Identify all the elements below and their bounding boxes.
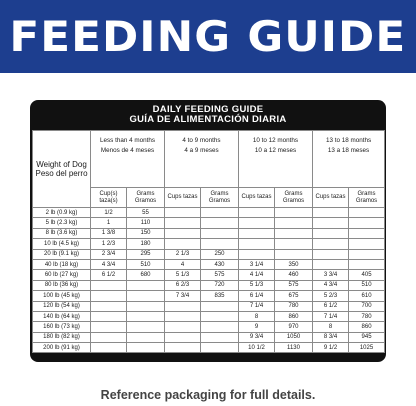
table-cell: 180: [127, 239, 165, 249]
table-cell: 1 2/3: [91, 239, 127, 249]
age-group-es: 4 a 9 meses: [184, 147, 219, 155]
table-cell: [275, 228, 313, 238]
feeding-table: [32, 130, 385, 353]
table-cell: [91, 301, 127, 311]
table-cell: [239, 228, 275, 238]
table-cell: [275, 239, 313, 249]
weight-cell: 10 lb (4.5 kg): [33, 239, 91, 249]
table-cell: 2 1/3: [165, 249, 201, 259]
table-cell: 7 1/4: [313, 311, 349, 321]
table-cell: [165, 228, 201, 238]
table-cell: [127, 291, 165, 301]
table-cell: 720: [201, 280, 239, 290]
table-cell: 3 1/4: [239, 259, 275, 269]
table-cell: [313, 218, 349, 228]
table-cell: 700: [349, 301, 385, 311]
weight-cell: 5 lb (2.3 kg): [33, 218, 91, 228]
table-cell: 250: [201, 249, 239, 259]
table-cell: 5 1/3: [239, 280, 275, 290]
table-cell: [239, 208, 275, 218]
table-cell: 1 3/8: [91, 228, 127, 238]
table-cell: [127, 332, 165, 342]
age-group-header: [313, 131, 385, 188]
table-cell: [349, 208, 385, 218]
table-cell: [127, 301, 165, 311]
table-cell: [313, 239, 349, 249]
table-cell: 460: [275, 270, 313, 280]
table-row: [33, 280, 385, 290]
table-cell: 3 3/4: [313, 270, 349, 280]
table-cell: [127, 280, 165, 290]
card-title: [30, 100, 386, 130]
table-cell: [91, 280, 127, 290]
age-group-en: 4 to 9 months: [182, 137, 221, 144]
table-row: [33, 208, 385, 218]
age-group-en: Less than 4 months: [100, 137, 155, 144]
table-cell: [127, 343, 165, 353]
table-cell: 9 3/4: [239, 332, 275, 342]
column-header: Grams Gramos: [275, 188, 313, 208]
table-cell: [165, 322, 201, 332]
table-cell: 675: [275, 291, 313, 301]
table-cell: [201, 322, 239, 332]
table-cell: [201, 332, 239, 342]
table-row: [33, 311, 385, 321]
weight-cell: 2 lb (0.9 kg): [33, 208, 91, 218]
column-header: Cups tazas: [313, 188, 349, 208]
age-group-header: [239, 131, 313, 188]
table-cell: [201, 228, 239, 238]
table-cell: 10 1/2: [239, 343, 275, 353]
table-row: [33, 291, 385, 301]
header-banner: [0, 0, 416, 73]
table-cell: 1130: [275, 343, 313, 353]
table-cell: [313, 208, 349, 218]
table-cell: 860: [349, 322, 385, 332]
table-cell: 55: [127, 208, 165, 218]
table-cell: [91, 291, 127, 301]
age-group-en: 13 to 18 months: [325, 137, 372, 144]
age-group-es: 13 a 18 meses: [327, 147, 370, 155]
table-cell: [349, 239, 385, 249]
column-header: Cups tazas: [165, 188, 201, 208]
table-cell: 680: [127, 270, 165, 280]
weight-cell: 200 lb (91 kg): [33, 343, 91, 353]
table-cell: [201, 208, 239, 218]
table-cell: 7 1/4: [239, 301, 275, 311]
table-cell: 780: [275, 301, 313, 311]
table-cell: 1/2: [91, 208, 127, 218]
table-cell: [313, 259, 349, 269]
table-row: [33, 249, 385, 259]
table-cell: [201, 239, 239, 249]
table-cell: 6 2/3: [165, 280, 201, 290]
weight-cell: 80 lb (36 kg): [33, 280, 91, 290]
table-cell: 510: [349, 280, 385, 290]
table-row: [33, 239, 385, 249]
table-cell: [165, 332, 201, 342]
table-cell: 4 1/4: [239, 270, 275, 280]
table-cell: 780: [349, 311, 385, 321]
weight-header: Weight of Dog Peso del perro: [33, 131, 91, 208]
table-row: [33, 259, 385, 269]
table-cell: 510: [127, 259, 165, 269]
table-cell: 835: [201, 291, 239, 301]
age-group-header: [165, 131, 239, 188]
table-cell: 6 1/4: [239, 291, 275, 301]
table-cell: [201, 218, 239, 228]
table-cell: 2 3/4: [91, 249, 127, 259]
table-cell: [91, 311, 127, 321]
table-cell: 9: [239, 322, 275, 332]
table-row: [33, 270, 385, 280]
table-cell: 970: [275, 322, 313, 332]
table-cell: 4 3/4: [313, 280, 349, 290]
table-cell: [349, 259, 385, 269]
column-header: Grams Gramos: [201, 188, 239, 208]
table-cell: [165, 208, 201, 218]
table-cell: 860: [275, 311, 313, 321]
table-cell: 1050: [275, 332, 313, 342]
table-cell: [349, 228, 385, 238]
table-cell: [91, 343, 127, 353]
table-cell: 4: [165, 259, 201, 269]
table-cell: 405: [349, 270, 385, 280]
table-cell: 945: [349, 332, 385, 342]
table-cell: [275, 218, 313, 228]
weight-cell: 20 lb (9.1 kg): [33, 249, 91, 259]
age-group-es: 10 a 12 meses: [254, 147, 297, 155]
table-cell: [239, 239, 275, 249]
table-row: [33, 218, 385, 228]
table-cell: 5 1/3: [165, 270, 201, 280]
page-title: FEEDING GUIDE: [9, 12, 407, 61]
table-row: [33, 301, 385, 311]
table-cell: [201, 343, 239, 353]
table-cell: 575: [275, 280, 313, 290]
table-cell: 8 3/4: [313, 332, 349, 342]
table-cell: 350: [275, 259, 313, 269]
table-cell: [165, 311, 201, 321]
table-cell: [127, 311, 165, 321]
table-cell: 8: [239, 311, 275, 321]
column-header: Cups tazas: [239, 188, 275, 208]
table-cell: 4 3/4: [91, 259, 127, 269]
weight-cell: 40 lb (18 kg): [33, 259, 91, 269]
table-cell: [165, 343, 201, 353]
table-cell: [91, 332, 127, 342]
column-header: Grams Gramos: [349, 188, 385, 208]
table-cell: [165, 301, 201, 311]
table-cell: 430: [201, 259, 239, 269]
weight-cell: 140 lb (64 kg): [33, 311, 91, 321]
table-cell: [275, 208, 313, 218]
table-cell: 5 2/3: [313, 291, 349, 301]
weight-cell: 8 lb (3.6 kg): [33, 228, 91, 238]
card-title-en: DAILY FEEDING GUIDE: [152, 104, 264, 115]
weight-cell: 100 lb (45 kg): [33, 291, 91, 301]
table-cell: [313, 228, 349, 238]
table-cell: 9 1/2: [313, 343, 349, 353]
table-cell: 1025: [349, 343, 385, 353]
table-cell: [201, 301, 239, 311]
table-cell: [165, 218, 201, 228]
table-cell: 8: [313, 322, 349, 332]
table-cell: 575: [201, 270, 239, 280]
table-cell: 295: [127, 249, 165, 259]
weight-cell: 120 lb (54 kg): [33, 301, 91, 311]
feeding-guide-card: [30, 100, 386, 362]
table-row: [33, 228, 385, 238]
table-cell: 110: [127, 218, 165, 228]
column-header: Grams Gramos: [127, 188, 165, 208]
table-cell: [201, 311, 239, 321]
table-cell: 150: [127, 228, 165, 238]
table-row: [33, 322, 385, 332]
table-cell: 7 3/4: [165, 291, 201, 301]
weight-cell: 180 lb (82 kg): [33, 332, 91, 342]
table-cell: 610: [349, 291, 385, 301]
weight-cell: 160 lb (73 kg): [33, 322, 91, 332]
table-cell: [349, 249, 385, 259]
column-header: Cup(s) taza(s): [91, 188, 127, 208]
table-cell: [239, 249, 275, 259]
card-title-es: GUÍA DE ALIMENTACIÓN DIARIA: [129, 114, 287, 125]
table-cell: [165, 239, 201, 249]
age-group-es: Menos de 4 meses: [100, 147, 155, 155]
table-cell: 1: [91, 218, 127, 228]
table-cell: [313, 249, 349, 259]
age-group-en: 10 to 12 months: [252, 137, 299, 144]
table-cell: 6 1/2: [313, 301, 349, 311]
table-cell: [91, 322, 127, 332]
table-cell: [275, 249, 313, 259]
table-cell: [239, 218, 275, 228]
footer-note: Reference packaging for full details.: [100, 388, 316, 402]
table-body: [33, 208, 385, 353]
table-row: [33, 332, 385, 342]
weight-cell: 60 lb (27 kg): [33, 270, 91, 280]
table-cell: [349, 218, 385, 228]
table-cell: 6 1/2: [91, 270, 127, 280]
table-cell: [127, 322, 165, 332]
age-group-header: [91, 131, 165, 188]
table-row: [33, 343, 385, 353]
